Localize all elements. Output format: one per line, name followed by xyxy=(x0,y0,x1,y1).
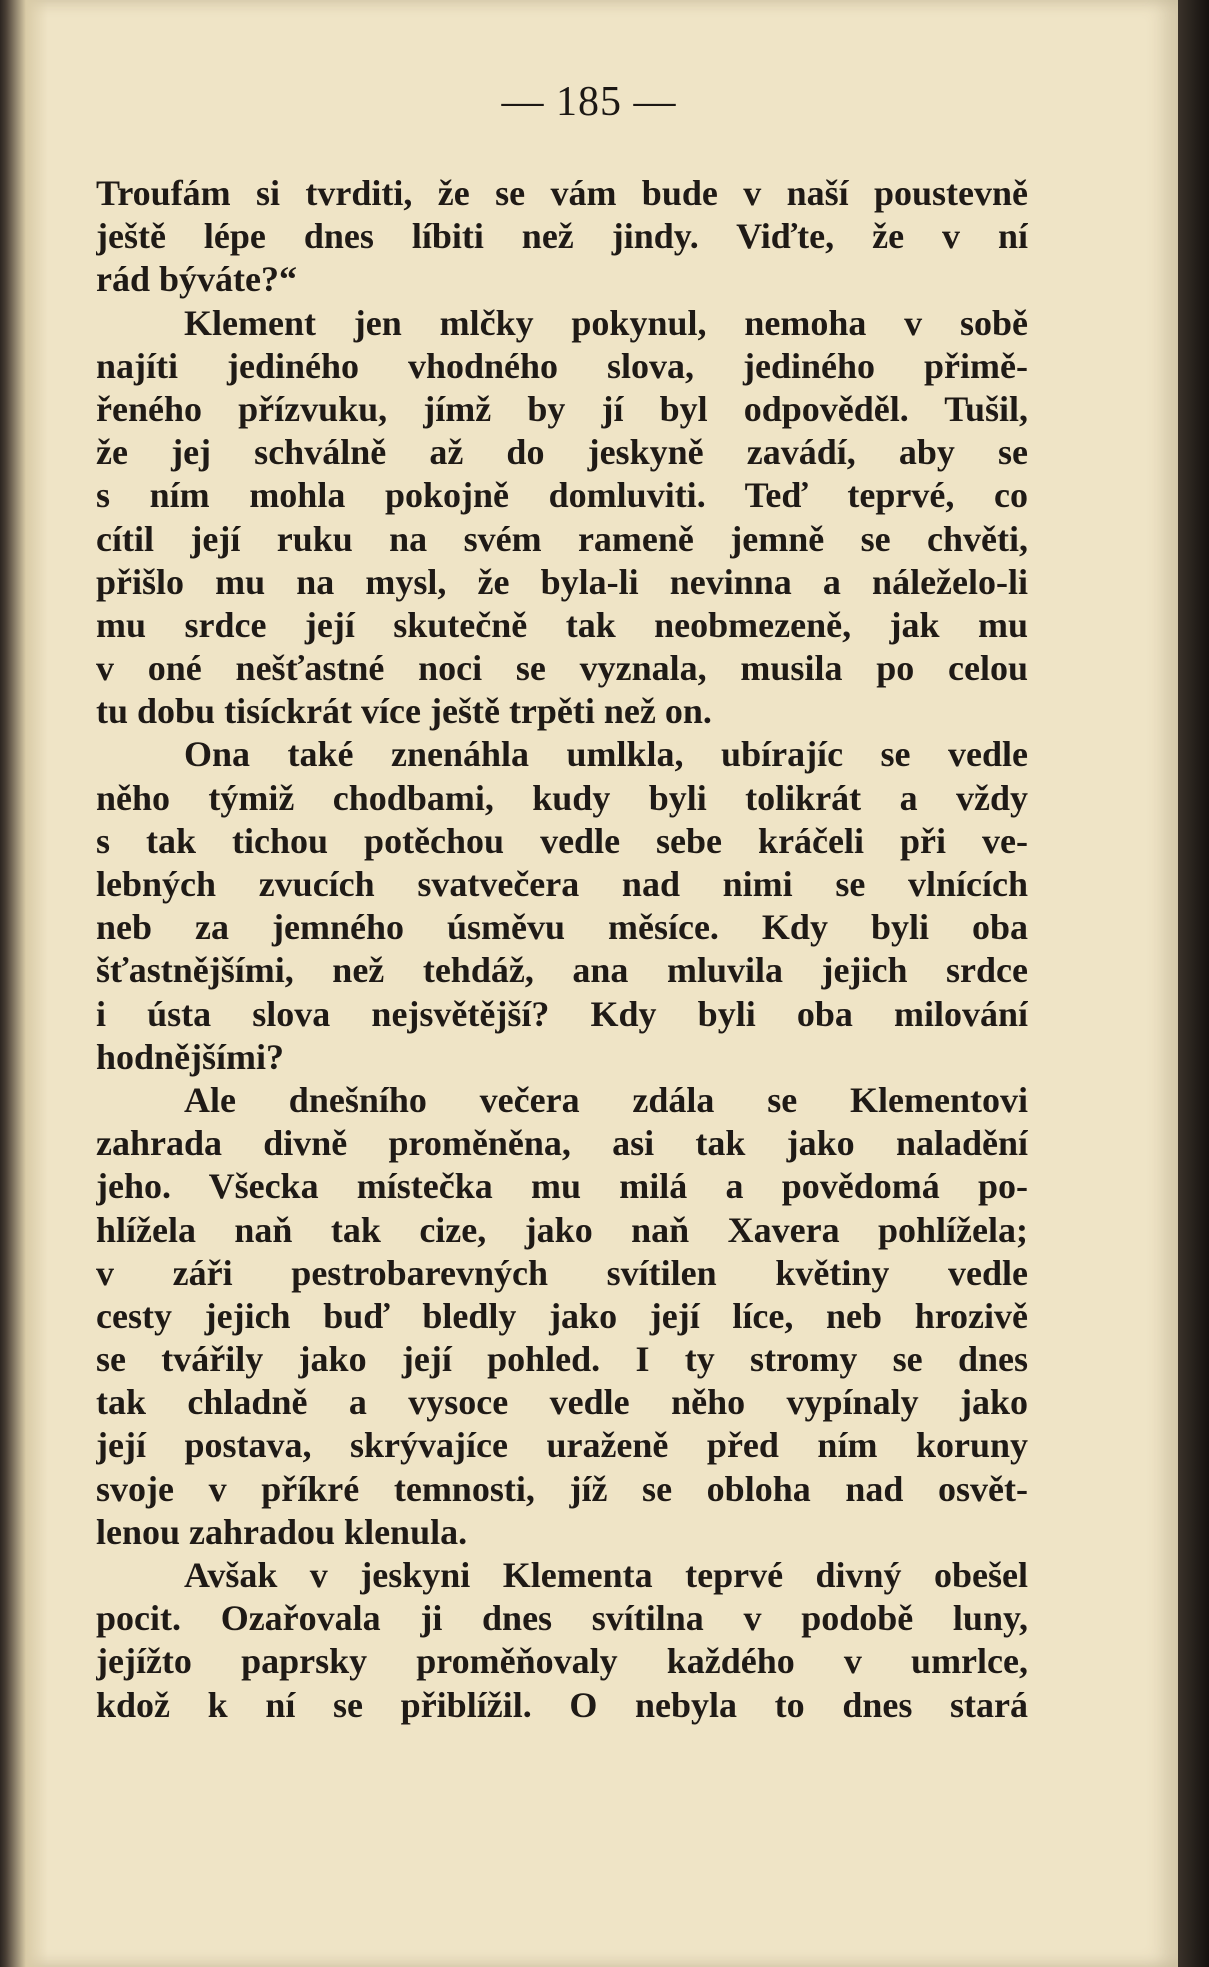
text-line-content: neb za jemného úsměvu měsíce. Kdy byli oba xyxy=(96,907,1028,948)
text-line xyxy=(96,1165,1028,1208)
text-line xyxy=(96,172,1028,215)
text-line-content: jejížto paprsky proměňovaly každého v umrlce, xyxy=(96,1641,1028,1682)
book-spine-shadow xyxy=(0,0,48,1967)
text-line xyxy=(96,518,1028,561)
text-line xyxy=(96,1597,1028,1640)
text-line-content: řeného přízvuku, jímž by jí byl odpověděl. Tušil, xyxy=(96,388,1028,429)
page-edge xyxy=(1178,0,1209,1967)
text-line-content: Ale dnešního večera zdála se Klementovi xyxy=(184,1079,1028,1120)
text-line xyxy=(96,1252,1028,1295)
text-line xyxy=(96,258,1028,301)
text-line xyxy=(96,993,1028,1036)
text-line xyxy=(96,906,1028,949)
text-line-content: jeho. Všecka místečka mu milá a povědomá po- xyxy=(96,1166,1028,1207)
text-line-content: lenou zahradou klenula. xyxy=(96,1511,468,1552)
text-line xyxy=(96,1036,1028,1079)
text-line xyxy=(96,863,1028,906)
text-line-content: mu srdce její skutečně tak neobmezeně, jak mu xyxy=(96,604,1028,645)
text-line xyxy=(96,1079,1028,1122)
page-number: — 185 — xyxy=(501,79,677,125)
text-line-content: najíti jediného vhodného slova, jediného přimě- xyxy=(96,345,1028,386)
text-line xyxy=(96,820,1028,863)
text-line xyxy=(96,1684,1028,1727)
text-line-content: se tvářily jako její pohled. I ty stromy se dnes xyxy=(96,1339,1028,1380)
text-line xyxy=(96,1511,1028,1554)
text-line-content: cítil její ruku na svém rameně jemně se chvěti, xyxy=(96,518,1028,559)
text-line-content: hlížela naň tak cize, jako naň Xavera pohlížela; xyxy=(96,1209,1028,1250)
text-line-content: rád býváte?“ xyxy=(96,259,297,300)
text-line-content: Troufám si tvrditi, že se vám bude v naší poustevně xyxy=(96,173,1028,213)
text-line xyxy=(96,1295,1028,1338)
text-line xyxy=(96,604,1028,647)
text-line-content: lebných zvucích svatvečera nad nimi se vlnících xyxy=(96,864,1028,904)
text-line xyxy=(96,690,1028,733)
text-line-content: s tak tichou potěchou vedle sebe kráčeli při ve- xyxy=(96,820,1028,861)
text-line xyxy=(96,1381,1028,1424)
text-line-content: tak chladně a vysoce vedle něho vypínaly jako xyxy=(96,1382,1028,1423)
text-line xyxy=(96,1640,1028,1683)
text-line-content: kdož k ní se přiblížil. O nebyla to dnes stará xyxy=(96,1684,1028,1725)
text-line-content: Avšak v jeskyni Klementa teprvé divný obešel xyxy=(184,1555,1028,1595)
text-line-content: něho týmiž chodbami, kudy byli tolikrát a vždy xyxy=(96,777,1028,818)
text-line xyxy=(96,561,1028,604)
text-line-content: ještě lépe dnes líbiti než jindy. Viďte, že v ní xyxy=(96,216,1028,257)
text-line xyxy=(96,1122,1028,1165)
text-line xyxy=(96,949,1028,992)
text-line xyxy=(96,733,1028,776)
body-text xyxy=(96,172,1028,1727)
text-line-content: i ústa slova nejsvětější? Kdy byli oba milování xyxy=(96,993,1028,1034)
text-line xyxy=(96,1468,1028,1511)
text-line xyxy=(96,388,1028,431)
text-line xyxy=(96,647,1028,690)
text-line-content: hodnějšími? xyxy=(96,1036,285,1077)
text-line xyxy=(96,215,1028,258)
text-line-content: šťastnějšími, než tehdáž, ana mluvila jejich srdce xyxy=(96,950,1028,991)
text-line xyxy=(96,345,1028,388)
text-line xyxy=(96,1554,1028,1597)
text-line-content: s ním mohla pokojně domluviti. Teď teprvé, co xyxy=(96,475,1028,516)
text-line-content: pocit. Ozařovala ji dnes svítilna v podobě luny, xyxy=(96,1598,1028,1639)
text-line xyxy=(96,777,1028,820)
text-line-content: svoje v příkré temnosti, jíž se obloha nad osvět- xyxy=(96,1468,1028,1509)
text-line-content: její postava, skrývajíce uraženě před ním koruny xyxy=(96,1425,1028,1466)
text-line-content: zahrada divně proměněna, asi tak jako naladění xyxy=(96,1123,1028,1164)
text-line xyxy=(96,474,1028,517)
text-line-content: že jej schválně až do jeskyně zavádí, aby se xyxy=(96,432,1028,473)
text-line-content: Ona také znenáhla umlkla, ubírajíc se vedle xyxy=(184,734,1028,775)
text-line-content: Klement jen mlčky pokynul, nemoha v sobě xyxy=(184,302,1028,343)
text-line-content: cesty jejich buď bledly jako její líce, neb hrozivě xyxy=(96,1295,1028,1336)
text-line-content: přišlo mu na mysl, že byla-li nevinna a náleželo-li xyxy=(96,561,1028,602)
text-line-content: v oné nešťastné noci se vyznala, musila po celou xyxy=(96,648,1028,689)
text-line xyxy=(96,1424,1028,1467)
text-line-content: v záři pestrobarevných svítilen květiny vedle xyxy=(96,1252,1028,1293)
text-line xyxy=(96,302,1028,345)
text-line xyxy=(96,431,1028,474)
text-line-content: tu dobu tisíckrát více ještě trpěti než on. xyxy=(96,691,712,732)
text-line xyxy=(96,1338,1028,1381)
text-line xyxy=(96,1209,1028,1252)
